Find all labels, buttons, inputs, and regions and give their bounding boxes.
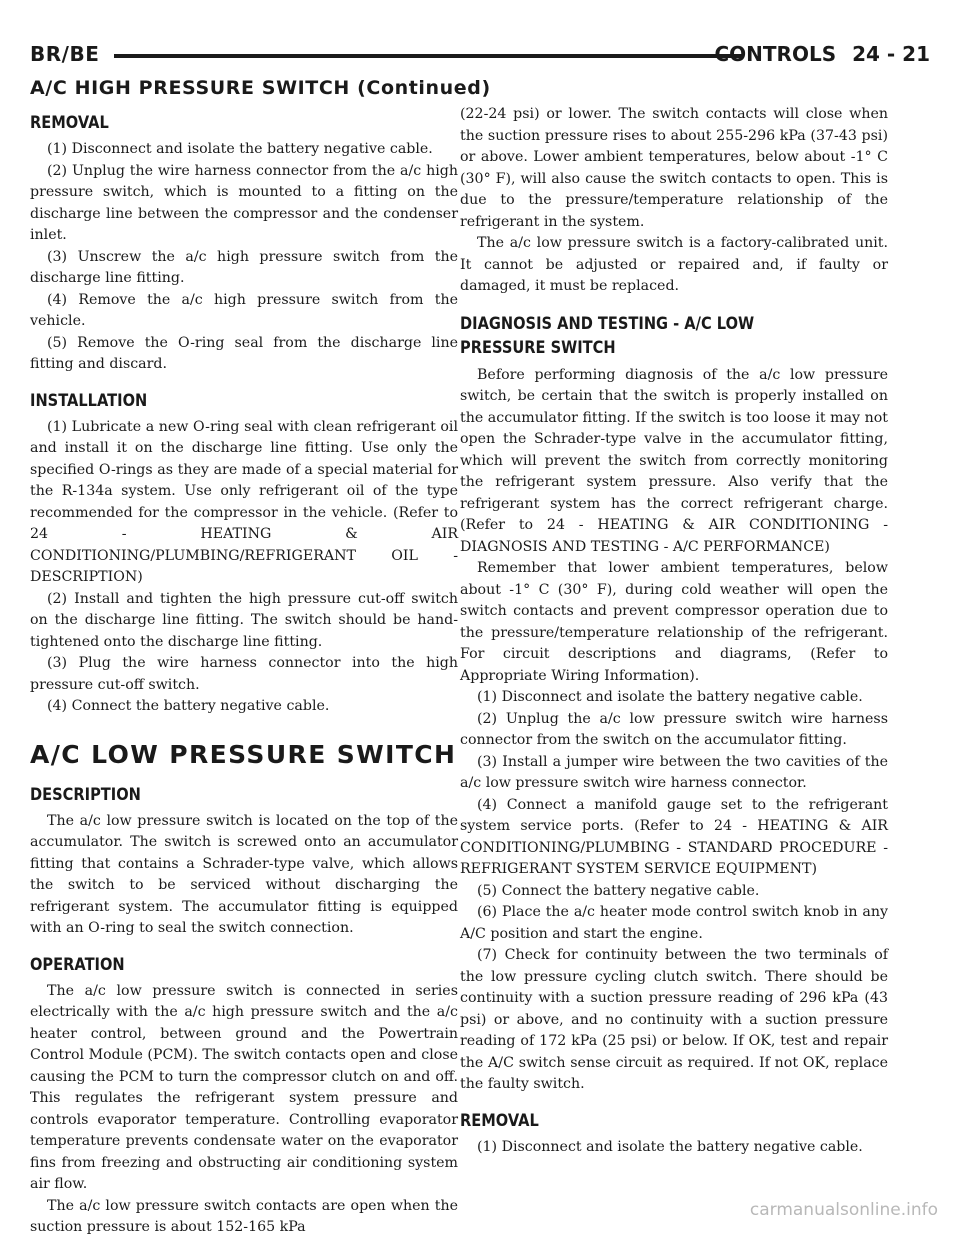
watermark: carmanualsonline.info xyxy=(749,1200,938,1220)
paragraph: The a/c low pressure switch is connected in series electrically with the a/c high pressure switch and the a/c heater control, between ground and the Powertrain Control Module (PCM). The switch contacts open and close causing the PCM to turn the compressor clutch on and off. This regulates the refrigerant system pressure and controls evaporator temperature. Controlling evaporator temperature prevents condensate water on the evaporator fins from freezing and obstructing air conditioning system air flow. xyxy=(30,982,458,1192)
page-header xyxy=(30,42,930,72)
paragraph: (4) Connect a manifold gauge set to the refrigerant system service ports. (Refer to 24 - HEATING & AIR CONDITIONING/PLUMBING - STANDARD PROCEDURE - REFRIGERANT SYSTEM SERVICE EQUIPMENT) xyxy=(460,796,888,877)
paragraph: (2) Unplug the a/c low pressure switch wire harness connector from the switch on the accumulator fitting. xyxy=(460,710,888,748)
operation-text xyxy=(30,981,458,1239)
model-code: BR/BE xyxy=(30,42,100,66)
diagnosis-heading xyxy=(460,312,828,360)
removal-steps xyxy=(30,139,458,376)
section-page xyxy=(714,42,930,66)
left-column xyxy=(30,104,458,1239)
section-title: A/C LOW PRESSURE SWITCH xyxy=(30,739,457,769)
paragraph: (2) Install and tighten the high pressure cut-off switch on the discharge line fitting. The switch should be hand-tightened onto the discharge line fitting. xyxy=(30,590,458,650)
paragraph: (6) Place the a/c heater mode control switch knob in any A/C position and start the engine. xyxy=(460,904,888,942)
operation-heading: OPERATION xyxy=(30,954,125,975)
installation-heading: INSTALLATION xyxy=(30,390,148,411)
diagnosis-text xyxy=(460,365,888,1096)
diagnosis-heading-line2: PRESSURE SWITCH xyxy=(460,337,616,358)
removal-heading: REMOVAL xyxy=(30,113,109,133)
paragraph: (1) Disconnect and isolate the battery negative cable. xyxy=(47,141,433,157)
description-text xyxy=(30,811,458,940)
paragraph: (3) Install a jumper wire between the two cavities of the a/c low pressure switch wire harness connector. xyxy=(460,753,888,791)
paragraph: (5) Remove the O-ring seal from the discharge line fitting and discard. xyxy=(30,334,458,372)
paragraph: (1) Disconnect and isolate the battery negative cable. xyxy=(477,1138,863,1155)
paragraph: (4) Remove the a/c high pressure switch from the vehicle. xyxy=(30,291,458,329)
paragraph: (3) Plug the wire harness connector into the high pressure cut-off switch. xyxy=(30,655,458,693)
page-number: 24 - 21 xyxy=(852,42,930,66)
installation-steps xyxy=(30,417,458,718)
paragraph: (4) Connect the battery negative cable. xyxy=(47,698,330,714)
paragraph: Remember that lower ambient temperatures, below about -1° C (30° F), during cold weather will open the switch contacts and prevent compressor operation due to the pressure/temperature relationship of the refrigerant. For circuit descriptions and diagrams, (Refer to Appropriate Wiring Information). xyxy=(460,560,888,684)
paragraph: (2) Unplug the wire harness connector from the a/c high pressure switch, which is mounted to a fitting on the discharge line between the compressor and the condenser inlet. xyxy=(30,162,458,243)
paragraph: The a/c low pressure switch contacts are open when the suction pressure is about 152-165 kPa xyxy=(30,1197,458,1235)
removal-steps-2 xyxy=(460,1137,888,1159)
paragraph: (7) Check for continuity between the two terminals of the low pressure cycling clutch switch. There should be continuity with a suction pressure reading of 296 kPa (43 psi) or above, and no continuity with a suction pressure reading of 172 kPa (25 psi) or below. If OK, test and repair the A/C switch sense circuit as required. If not OK, replace the faulty switch. xyxy=(460,947,888,1092)
operation-continued-text xyxy=(460,104,888,298)
header-rule xyxy=(114,54,742,58)
paragraph: (3) Unscrew the a/c high pressure switch from the discharge line fitting. xyxy=(30,248,458,286)
paragraph: (5) Connect the battery negative cable. xyxy=(477,882,760,899)
right-column xyxy=(460,104,888,1158)
paragraph: The a/c low pressure switch is located on the top of the accumulator. The switch is screwed onto an accumulator fitting that contains a Schrader-type valve, which allows the switch to be serviced without discharging the refrigerant system. The accumulator fitting is equipped with an O-ring to seal the switch connection. xyxy=(30,812,458,936)
paragraph: (1) Lubricate a new O-ring seal with clean refrigerant oil and install it on the discharge line fitting. Use only the specified O-rings as they are made of a special material for the R-134a system. Use only refrigerant oil of the type recommended for the compressor in the vehicle. (Refer to 24 - HEATING & AIR CONDITIONING/PLUMBING/REFRIGERANT OIL - DESCRIPTION) xyxy=(30,418,458,585)
continued-title: A/C HIGH PRESSURE SWITCH (Continued) xyxy=(30,77,491,99)
diagnosis-heading-line1: DIAGNOSIS AND TESTING - A/C LOW xyxy=(460,313,755,334)
removal-heading-2: REMOVAL xyxy=(460,1110,539,1131)
paragraph: (22-24 psi) or lower. The switch contacts will close when the suction pressure rises to about 255-296 kPa (37-43 psi) or above. Lower ambient temperatures, below about -1° C (30° F), will also cause the switch contacts to open. This is due to the pressure/temperature relationship of the refrigerant in the system. xyxy=(460,106,888,230)
paragraph: (1) Disconnect and isolate the battery negative cable. xyxy=(477,689,863,705)
paragraph: Before performing diagnosis of the a/c low pressure switch, be certain that the switch is properly installed on the accumulator fitting. If the switch is too loose it may not open the Schrader-type valve in the accumulator fitting, which will prevent the switch from correctly monitoring the refrigerant system pressure. Also verify that the refrigerant system has the correct refrigerant charge. (Refer to 24 - HEATING & AIR CONDITIONING - DIAGNOSIS AND TESTING - A/C PERFORMANCE) xyxy=(460,366,888,555)
section-name: CONTROLS xyxy=(714,42,837,66)
description-heading: DESCRIPTION xyxy=(30,784,141,805)
paragraph: The a/c low pressure switch is a factory-calibrated unit. It cannot be adjusted or repaired and, if faulty or damaged, it must be replaced. xyxy=(460,235,888,294)
